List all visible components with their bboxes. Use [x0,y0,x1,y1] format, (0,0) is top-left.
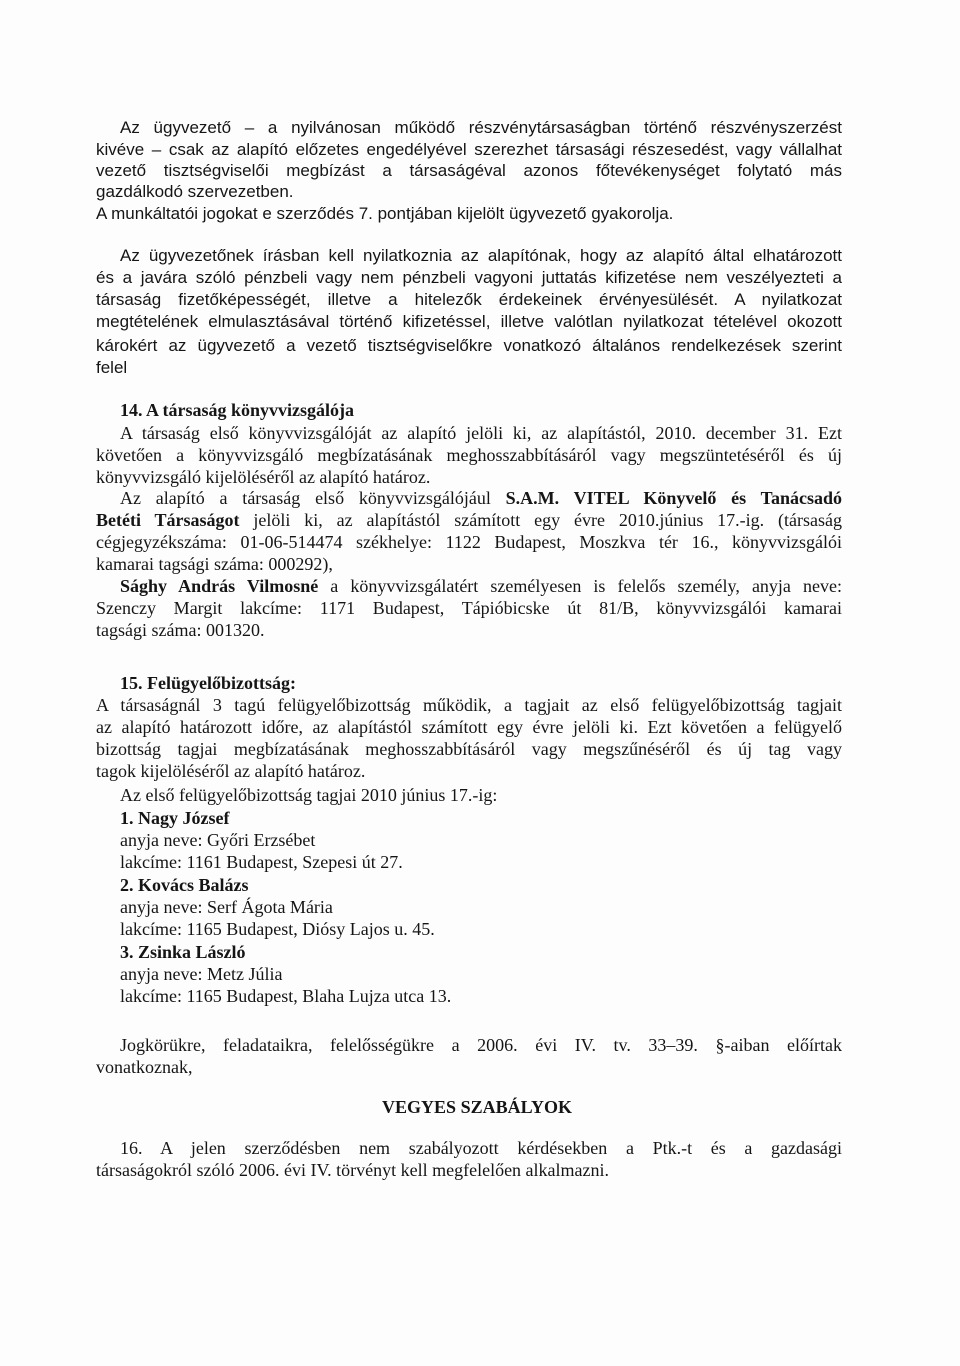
auditor-line-2: követően a könyvvizsgáló megbízatásának meghosszabbításáról vagy megszüntetéséről és új [96,445,842,465]
member-mother: anyja neve: Győri Erzsébet [120,830,316,850]
misc-rules-line-2: társaságokról szóló 2006. évi IV. törvényt kell megfelelően alkalmazni. [96,1160,610,1180]
member-mother: anyja neve: Serf Ágota Mária [120,897,333,917]
responsible-person-line-1 [120,575,842,597]
declaration-line-5: károkért az ügyvezető a vezető tisztségviselőkre vonatkozó általános rendelkezések szerint [96,336,842,355]
member-address: lakcíme: 1165 Budapest, Diósy Lajos u. 45. [120,919,435,939]
auditor-section-heading: 14. A társaság könyvvizsgálója [120,400,355,420]
responsible-person-name: Sághy András Vilmosné [120,576,319,596]
appointment-line-4: kamarai tagsági száma: 000292), [96,554,333,574]
misc-rules-heading: VEGYES SZABÁLYOK [382,1097,572,1117]
member-mother: anyja neve: Metz Júlia [120,964,283,984]
supervisory-line-1: A társaságnál 3 tagú felügyelőbizottság működik, a tagjait az első felügyelőbizottság tagjait [96,695,842,715]
auditor-line-1: A társaság első könyvvizsgálóját az alapító jelöli ki, az alapítástól, 2010. december 31. Ezt [120,423,842,443]
member-address: lakcíme: 1161 Budapest, Szepesi út 27. [120,852,403,872]
powers-line-2: vonatkoznak, [96,1057,193,1077]
auditor-line-3: könyvvizsgáló kijelöléséről az alapító határoz. [96,467,431,487]
supervisory-line-4: tagok kijelöléséről az alapító határoz. [96,761,366,781]
intro-line-2: kivéve – csak az alapító előzetes engedélyével szerezhet társasági részesedést, vagy vállalhat [96,140,842,159]
powers-line-1: Jogkörükre, feladataikra, felelősségükre a 2006. évi IV. tv. 33–39. §-aiban előírtak [120,1035,842,1055]
appointment-line-3: cégjegyzékszáma: 01-06-514474 székhelye: 1122 Budapest, Moszkva tér 16., könyvvizsgálói [96,532,842,552]
supervisory-line-3: bizottság tagjai megbízatásának meghosszabbításáról vagy megszűnéséről és új tag vagy [96,739,842,759]
misc-rules-line-1: 16. A jelen szerződésben nem szabályozott kérdésekben a Ptk.-t és a gazdasági [120,1138,842,1158]
member-name: 1. Nagy József [120,808,230,828]
intro-line-1: Az ügyvezető – a nyilvánosan működő részvénytársaságban történő részvényszerzést [120,118,842,137]
supervisory-line-2: az alapító határozott időre, az alapítástól számított egy évre jelöli ki. Ezt követően a felügyelő [96,717,842,737]
member-name: 3. Zsinka László [120,942,246,962]
intro-line-4: gazdálkodó szervezetben. [96,182,294,201]
appointment-line-2 [96,509,842,531]
supervisory-board-heading: 15. Felügyelőbizottság: [120,673,296,693]
appointment-text: Az alapító a társaság első könyvvizsgálójául [120,488,491,508]
members-intro: Az első felügyelőbizottság tagjai 2010 június 17.-ig: [120,785,498,805]
member-address: lakcíme: 1165 Budapest, Blaha Lujza utca 13. [120,986,452,1006]
declaration-line-3: társaság fizetőképességét, illetve a hitelezők érdekeinek érvényesülését. A nyilatkozat [96,290,842,309]
declaration-line-6: felel [96,358,128,377]
declaration-line-2: és a javára szóló pénzbeli vagy nem pénzbeli vagyoni juttatás kifizetése nem veszélyezteti a [96,268,842,287]
auditor-firm-name: S.A.M. VITEL Könyvelő és Tanácsadó [505,488,843,508]
declaration-line-4: megtételének elmulasztásával történő kifizetéssel, illetve valótlan nyilatkozat tételével okozott [96,312,842,331]
intro-line-3: vezető tisztségviselői megbízást a társaságéval azonos főtevékenységet folytató más [96,161,842,180]
declaration-line-1: Az ügyvezetőnek írásban kell nyilatkoznia az alapítónak, hogy az alapító által elhatározott [120,246,842,265]
employer-rights-line: A munkáltatói jogokat e szerződés 7. pontjában kijelölt ügyvezető gyakorolja. [96,204,674,223]
auditor-firm-type: Betéti Társaságot [96,510,240,530]
appointment-term-text: jelöli ki, az alapítástól számított egy évre 2010.június 17.-ig. (társaság [253,510,843,530]
appointment-line-1 [120,487,842,509]
responsible-person-line-2: Szenczy Margit lakcíme: 1171 Budapest, Tápióbicske út 81/B, könyvvizsgálói kamarai [96,598,842,618]
responsible-person-line-3: tagsági száma: 001320. [96,620,265,640]
responsible-person-text: a könyvvizsgálatért személyesen is felelős személy, anyja neve: [330,576,842,596]
member-name: 2. Kovács Balázs [120,875,249,895]
